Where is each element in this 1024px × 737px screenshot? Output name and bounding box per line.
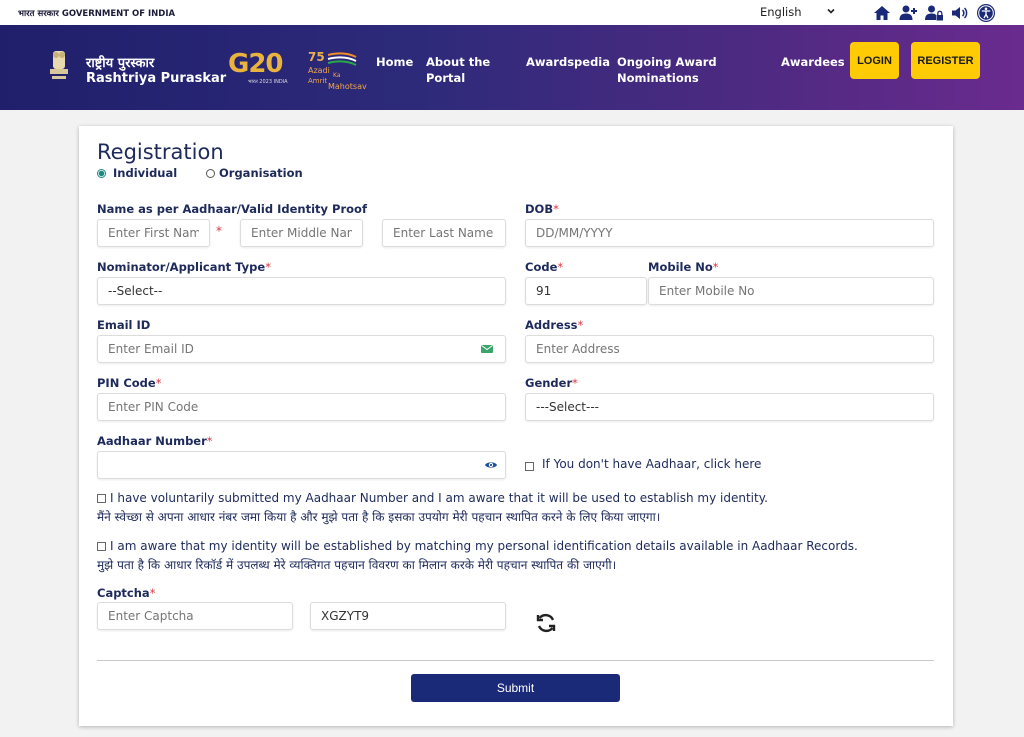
radio-organisation[interactable] [206, 169, 215, 178]
no-aadhaar-checkbox[interactable] [525, 462, 534, 471]
eye-icon[interactable] [484, 458, 498, 472]
submit-button[interactable]: Submit [411, 674, 620, 702]
gender-label: Gender* [525, 376, 578, 390]
gender-select[interactable]: ---Select--- [525, 393, 934, 421]
consent-identity-text-english: I am aware that my identity will be established by matching my personal identification details available in Aadhaar Records. [110, 539, 858, 553]
government-of-india-text: भारत सरकार GOVERNMENT OF INDIA [18, 9, 176, 19]
name-label: Name as per Aadhaar/Valid Identity Proof [97, 202, 367, 216]
azadi-ka-amrit-mahotsav-logo [306, 49, 374, 91]
national-emblem-icon [44, 47, 74, 89]
login-button[interactable]: LOGIN [850, 42, 899, 79]
last-name-input[interactable] [382, 219, 506, 247]
nominator-type-label: Nominator/Applicant Type* [97, 260, 271, 274]
no-aadhaar-link[interactable]: If You don't have Aadhaar, click here [542, 457, 762, 471]
first-name-required-mark: * [216, 224, 222, 238]
brand-name-english: Rashtriya Puraskar [86, 71, 227, 86]
dob-input[interactable] [525, 219, 934, 247]
consent-aadhaar-text-english: I have voluntarily submitted my Aadhaar Number and I am aware that it will be used to establish my identity. [110, 491, 768, 505]
register-button[interactable]: REGISTER [911, 42, 980, 79]
user-lock-icon[interactable] [924, 3, 944, 23]
brand-name-hindi: राष्ट्रीय पुरस्कार [86, 56, 155, 71]
language-select[interactable]: English [760, 5, 802, 19]
mobile-input[interactable] [648, 277, 934, 305]
page-title: Registration [97, 140, 224, 164]
nav-ongoing-award-nominations[interactable]: Ongoing Award Nominations [617, 55, 717, 85]
radio-individual[interactable] [97, 169, 106, 178]
first-name-input[interactable] [97, 219, 210, 247]
form-divider [97, 660, 934, 661]
captcha-code: XGZYT9 [310, 602, 506, 630]
nav-awardees[interactable]: Awardees [781, 55, 845, 69]
azadi-logo-text-2: Ka [333, 72, 341, 79]
address-input[interactable] [525, 335, 934, 363]
add-user-icon[interactable] [898, 3, 918, 23]
email-label: Email ID [97, 318, 151, 332]
code-label: Code* [525, 260, 564, 274]
accessibility-icon[interactable] [976, 3, 996, 23]
top-strip [0, 0, 1024, 25]
azadi-logo-75: 75 [308, 50, 325, 64]
site-header [0, 25, 1024, 110]
consent-aadhaar-text-hindi: मैंने स्वेच्छा से अपना आधार नंबर जमा किया है और मुझे पता है कि इसका उपयोग मेरी पहचान स्थापित करने के लिए किया जाएगा। [97, 510, 661, 524]
azadi-logo-text-3: Amrit [308, 77, 328, 85]
g20-logo: G20 [228, 49, 283, 79]
email-input[interactable] [97, 335, 506, 363]
refresh-icon[interactable] [534, 611, 558, 635]
aadhaar-input[interactable] [97, 451, 506, 479]
aadhaar-label: Aadhaar Number* [97, 434, 213, 448]
top-utility-icons [872, 3, 996, 23]
consent-aadhaar-checkbox[interactable] [97, 494, 106, 503]
captcha-label: Captcha* [97, 586, 156, 600]
home-icon[interactable] [872, 3, 892, 23]
middle-name-input[interactable] [240, 219, 363, 247]
radio-individual-label[interactable]: Individual [113, 166, 178, 180]
nav-awardspedia[interactable]: Awardspedia [526, 55, 610, 69]
nav-home[interactable]: Home [376, 55, 414, 69]
dob-label: DOB* [525, 202, 559, 216]
speaker-icon[interactable] [950, 3, 970, 23]
azadi-logo-text-1: Azadi [308, 66, 330, 75]
mobile-label: Mobile No* [648, 260, 719, 274]
pin-code-input[interactable] [97, 393, 506, 421]
captcha-input[interactable] [97, 602, 293, 630]
g20-logo-subtext: भारत 2023 INDIA [248, 79, 288, 85]
azadi-logo-text-4: Mahotsav [328, 82, 367, 91]
email-verify-icon [480, 342, 494, 356]
chevron-down-icon[interactable] [826, 6, 836, 16]
consent-identity-checkbox[interactable] [97, 542, 106, 551]
nominator-type-select[interactable]: --Select-- [97, 277, 506, 305]
consent-identity-text-hindi: मुझे पता है कि आधार रिकॉर्ड में उपलब्ध मेरे व्यक्तिगत पहचान विवरण का मिलान करके मेरी पहचान स्थापित की जाएगी। [97, 558, 617, 572]
radio-organisation-label[interactable]: Organisation [219, 166, 303, 180]
address-label: Address* [525, 318, 584, 332]
nav-about-the-portal[interactable]: About the Portal [426, 55, 491, 85]
country-code-input[interactable]: 91 [525, 277, 647, 305]
pin-code-label: PIN Code* [97, 376, 162, 390]
registration-card [79, 126, 953, 726]
